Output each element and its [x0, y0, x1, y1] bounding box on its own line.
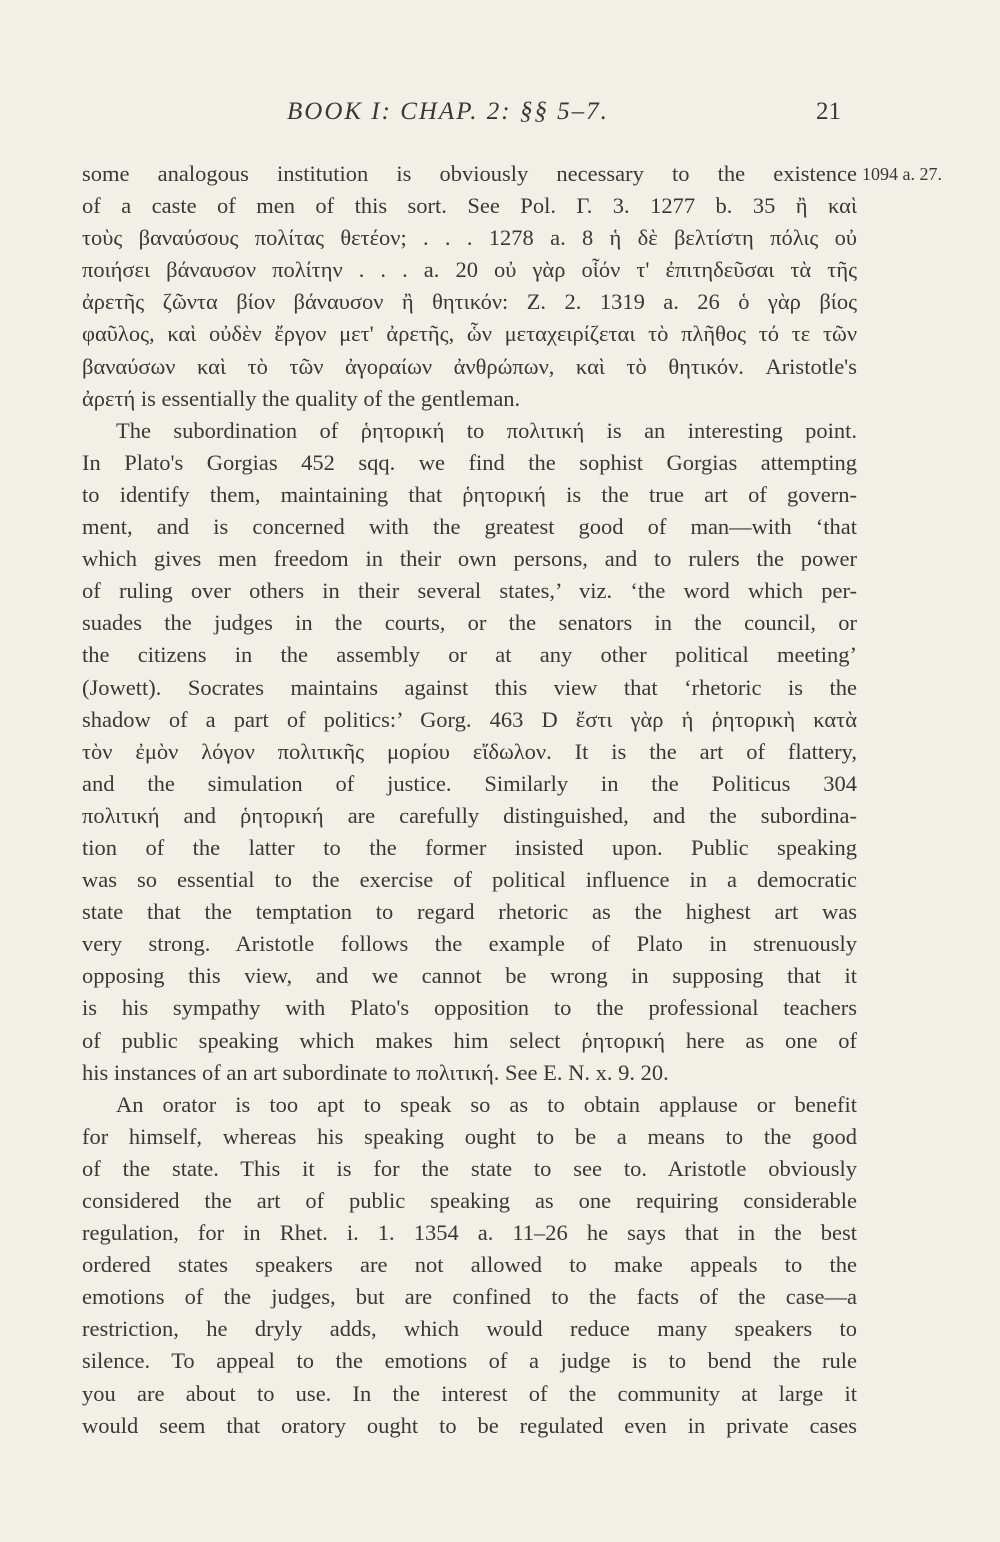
text-line: φαῦλος, καὶ οὐδὲν ἔργον μετ' ἀρετῆς, ὧν μεταχειρίζεται τὸ πλῆθος τό τε τῶν [82, 321, 857, 347]
text-line: ποιήσει βάναυσον πολίτην . . . a. 20 οὐ γὰρ οἷόν τ' ἐπιτηδεῦσαι τὰ τῆς [82, 257, 857, 283]
text-line: restriction, he dryly adds, which would reduce many speakers to [82, 1316, 857, 1342]
text-line: would seem that oratory ought to be regulated even in private cases [82, 1412, 857, 1438]
text-line: (Jowett). Socrates maintains against this view that ‘rhetoric is the [82, 674, 857, 700]
running-title: BOOK I: CHAP. 2: §§ 5–7. [287, 98, 609, 125]
text-line: some analogous institution is obviously necessary to the existence [82, 161, 857, 186]
text-line: his instances of an art subordinate to πολιτική. See E. N. x. 9. 20. [82, 1059, 669, 1085]
text-line: emotions of the judges, but are confined to the facts of the case—a [82, 1284, 857, 1310]
page-number: 21 [816, 98, 841, 125]
text-line: which gives men freedom in their own persons, and to rulers the power [82, 546, 857, 572]
text-line: to identify them, maintaining that ῥητορική is the true art of govern- [82, 481, 857, 507]
text-line: was so essential to the exercise of political influence in a democratic [82, 867, 857, 893]
running-header [0, 98, 1000, 138]
text-line: of public speaking which makes him select ῥητορική here as one of [82, 1027, 857, 1053]
text-line: regulation, for in Rhet. i. 1. 1354 a. 11–26 he says that in the best [82, 1220, 857, 1246]
text-line: and the simulation of justice. Similarly in the Politicus 304 [82, 770, 857, 796]
text-line: of the state. This it is for the state to see to. Aristotle obviously [82, 1155, 857, 1181]
text-line: of ruling over others in their several states,’ viz. ‘the word which per- [82, 578, 857, 604]
text-line: tion of the latter to the former insisted upon. Public speaking [82, 834, 857, 860]
text-line: ἀρετή is essentially the quality of the gentleman. [82, 385, 521, 411]
text-line: βαναύσων καὶ τὸ τῶν ἀγοραίων ἀνθρώπων, καὶ τὸ θητικόν. Aristotle's [82, 353, 857, 379]
text-line: suades the judges in the courts, or the senators in the council, or [82, 610, 857, 636]
text-line: of a caste of men of this sort. See Pol. Γ. 3. 1277 b. 35 ἢ καὶ [82, 193, 857, 219]
text-line: you are about to use. In the interest of the community at large it [82, 1380, 857, 1406]
body-text [82, 158, 857, 1442]
text-line: shadow of a part of politics:’ Gorg. 463 D ἔστι γὰρ ἡ ῥητορικὴ κατὰ [82, 706, 857, 732]
text-line: In Plato's Gorgias 452 sqq. we find the sophist Gorgias attempting [82, 449, 857, 475]
text-line: opposing this view, and we cannot be wrong in supposing that it [82, 963, 857, 989]
text-line: is his sympathy with Plato's opposition to the professional teachers [82, 995, 857, 1021]
text-line: ἀρετῆς ζῶντα βίον βάναυσον ἢ θητικόν: Z. 2. 1319 a. 26 ὁ γὰρ βίος [82, 289, 857, 315]
text-line: An orator is too apt to speak so as to obtain applause or benefit [116, 1091, 857, 1117]
text-line: πολιτική and ῥητορική are carefully distinguished, and the subordina- [82, 802, 857, 828]
text-line: very strong. Aristotle follows the example of Plato in strenuously [82, 931, 857, 957]
text-line: The subordination of ῥητορική to πολιτική is an interesting point. [116, 417, 857, 443]
text-line: ordered states speakers are not allowed to make appeals to the [82, 1252, 857, 1278]
text-line: silence. To appeal to the emotions of a judge is to bend the rule [82, 1348, 857, 1374]
text-line: ment, and is concerned with the greatest good of man—with ‘that [82, 514, 857, 540]
text-line: for himself, whereas his speaking ought to be a means to the good [82, 1123, 857, 1149]
text-line: considered the art of public speaking as one requiring considerable [82, 1188, 857, 1213]
text-line: the citizens in the assembly or at any other political meeting’ [82, 642, 857, 668]
text-line: state that the temptation to regard rhetoric as the highest art was [82, 899, 857, 925]
text-line: τοὺς βαναύσους πολίτας θετέον; . . . 1278 a. 8 ἡ δὲ βελτίστη πόλις οὐ [82, 225, 857, 251]
margin-reference: 1094 a. 27. [862, 164, 942, 184]
text-line: τὸν ἐμὸν λόγον πολιτικῆς μορίου εἴδωλον. It is the art of flattery, [82, 738, 857, 764]
